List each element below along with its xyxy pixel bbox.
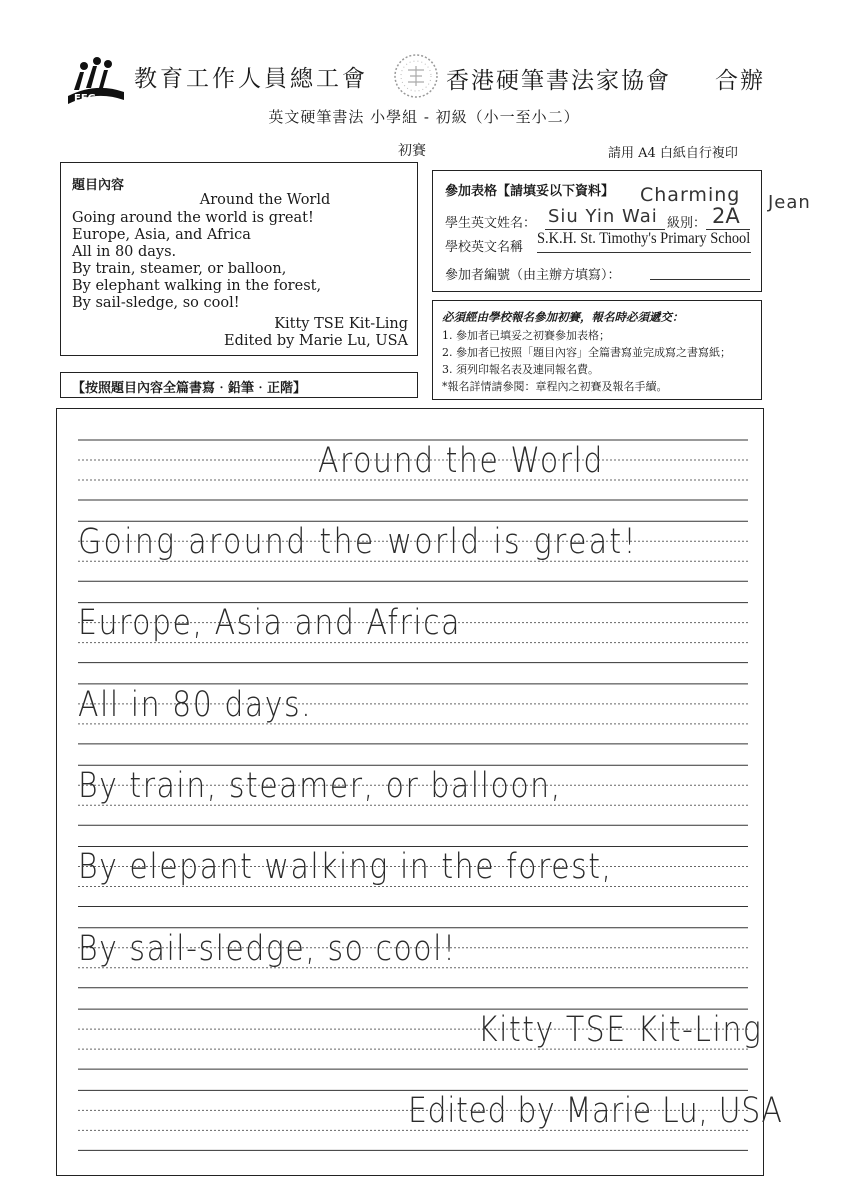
student-name-label: 學生英文姓名： [445, 216, 537, 231]
handwritten-line-8: Edited by Marie Lu, USA [408, 1090, 783, 1131]
entry-form-title: 參加表格【請填妥以下資料】 [445, 184, 615, 199]
instruction-text: 【按照題目內容全篇書寫‧鉛筆‧正階】 [72, 381, 307, 396]
poem-title: Around the World [199, 192, 331, 208]
poem-line: By sail-sledge, so cool! [72, 295, 240, 311]
student-name-value[interactable]: Siu Yin Wai [548, 206, 658, 227]
handwritten-line-7: Kitty TSE Kit-Ling [478, 1009, 763, 1050]
rules-title: 必須經由學校報名參加初賽，報名時必須遞交： [442, 310, 684, 324]
organizer-2: 香港硬筆書法家協會 [446, 68, 671, 94]
rules-item: *報名詳情請參閱：章程內之初賽及報名手續。 [442, 380, 668, 393]
handwritten-line-5: By elepant walking in the forest, [78, 846, 613, 887]
handwritten-line-2: Europe, Asia and Africa [78, 602, 462, 643]
class-value[interactable]: 2A [712, 204, 740, 228]
participant-id-label: 參加者編號（由主辦方填寫）： [445, 268, 621, 283]
handwritten-line-4: By train, steamer, or balloon, [78, 765, 562, 806]
organizer-1: 教育工作人員總工會 [134, 66, 368, 92]
joint-organized: 合辦 [715, 68, 765, 94]
poem-editor: Edited by Marie Lu, USA [224, 333, 408, 349]
poem-line: By train, steamer, or balloon, [72, 261, 287, 277]
school-name-label: 學校英文名稱 [445, 240, 524, 255]
poem-line: By elephant walking in the forest, [72, 278, 322, 294]
rules-item: 2. 參加者已按照「題目內容」全篇書寫並完成寫之書寫紙； [442, 346, 731, 359]
class-label: 級別： [667, 216, 707, 231]
handwritten-english-name-2: Jean [768, 192, 811, 213]
print-note: 請用 A4 白紙自行複印 [608, 146, 738, 161]
handwritten-line-6: By sail-sledge, so cool! [78, 928, 457, 969]
handwritten-line-1: Going around the world is great! [78, 521, 638, 562]
rules-item: 3. 須列印報名表及連同報名費。 [442, 363, 599, 376]
poem-line: All in 80 days. [72, 244, 177, 260]
content-label: 題目內容 [72, 178, 125, 193]
school-name-value[interactable]: S.K.H. St. Timothy's Primary School [537, 230, 751, 247]
handwritten-line-3: All in 80 days. [78, 684, 313, 725]
poem-lines [72, 210, 321, 312]
rules-item: 1. 參加者已填妥之初賽參加表格； [442, 329, 610, 342]
poem-line: Europe, Asia, and Africa [72, 227, 251, 243]
round-label: 初賽 [398, 143, 426, 159]
poem-author: Kitty TSE Kit-Ling [274, 316, 408, 332]
competition-subtitle: 英文硬筆書法 小學組 - 初級（小一至小二） [268, 108, 580, 126]
svg-text:EEG: EEG [74, 93, 96, 104]
eeg-logo-icon [66, 52, 126, 104]
handwritten-english-name-1: Charming [640, 184, 741, 206]
poem-line: Going around the world is great! [72, 210, 314, 226]
calligraphy-seal-icon [392, 52, 440, 100]
poem-credits [60, 316, 408, 350]
school-name-underline [537, 252, 751, 253]
participant-id-field[interactable] [650, 279, 750, 280]
handwritten-line-title: Around the World [318, 440, 604, 481]
